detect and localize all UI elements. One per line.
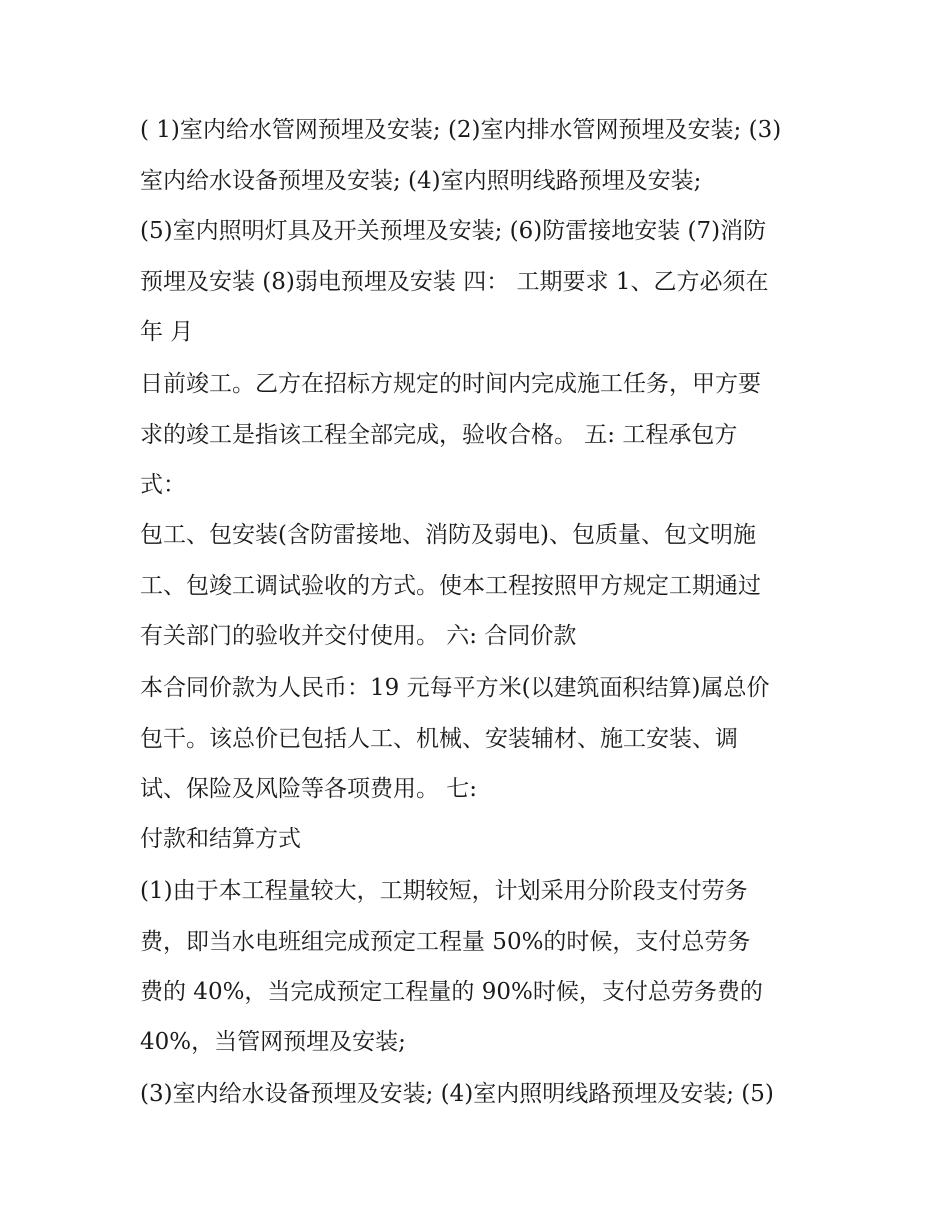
- text-line-3: (5)室内照明灯具及开关预埋及安装; (6)防雷接地安装 (7)消防: [140, 218, 767, 244]
- text-line-12: 本合同价款为人民币：19 元每平方米(以建筑面积结算)属总价: [140, 675, 770, 701]
- text-line-7: 求的竣工是指该工程全部完成，验收合格。 五: 工程承包方: [140, 422, 738, 448]
- text-line-9: 包工、包安装(含防雷接地、消防及弱电)、包质量、包文明施: [140, 522, 756, 548]
- text-line-17: 费，即当水电班组完成预定工程量 50%的时候，支付总劳务: [140, 929, 751, 955]
- text-line-18: 费的 40%，当完成预定工程量的 90%时候，支付总劳务费的: [140, 979, 763, 1005]
- text-line-19: 40%，当管网预埋及安装;: [140, 1029, 406, 1055]
- text-line-15: 付款和结算方式: [140, 826, 301, 852]
- text-line-16: (1)由于本工程量较大，工期较短，计划采用分阶段支付劳务: [140, 878, 748, 904]
- text-line-10: 工、包竣工调试验收的方式。使本工程按照甲方规定工期通过: [140, 573, 761, 599]
- text-line-5: 年 月: [140, 319, 194, 345]
- text-line-4: 预埋及安装 (8)弱电预埋及安装 四： 工期要求 1、乙方必须在: [140, 269, 769, 295]
- text-line-13: 包干。该总价已包括人工、机械、安装辅材、施工安装、调: [140, 726, 738, 752]
- text-line-8: 式：: [140, 472, 186, 498]
- text-line-20: (3)室内给水设备预埋及安装; (4)室内照明线路预埋及安装; (5): [140, 1081, 774, 1107]
- text-line-14: 试、保险及风险等各项费用。 七:: [140, 776, 478, 802]
- text-line-2: 室内给水设备预埋及安装; (4)室内照明线路预埋及安装;: [140, 168, 702, 194]
- text-line-11: 有关部门的验收并交付使用。 六: 合同价款: [140, 623, 577, 649]
- text-line-6: 日前竣工。乙方在招标方规定的时间内完成施工任务，甲方要: [140, 371, 761, 397]
- text-line-1: ( 1)室内给水管网预埋及安装; (2)室内排水管网预埋及安装; (3): [140, 117, 782, 143]
